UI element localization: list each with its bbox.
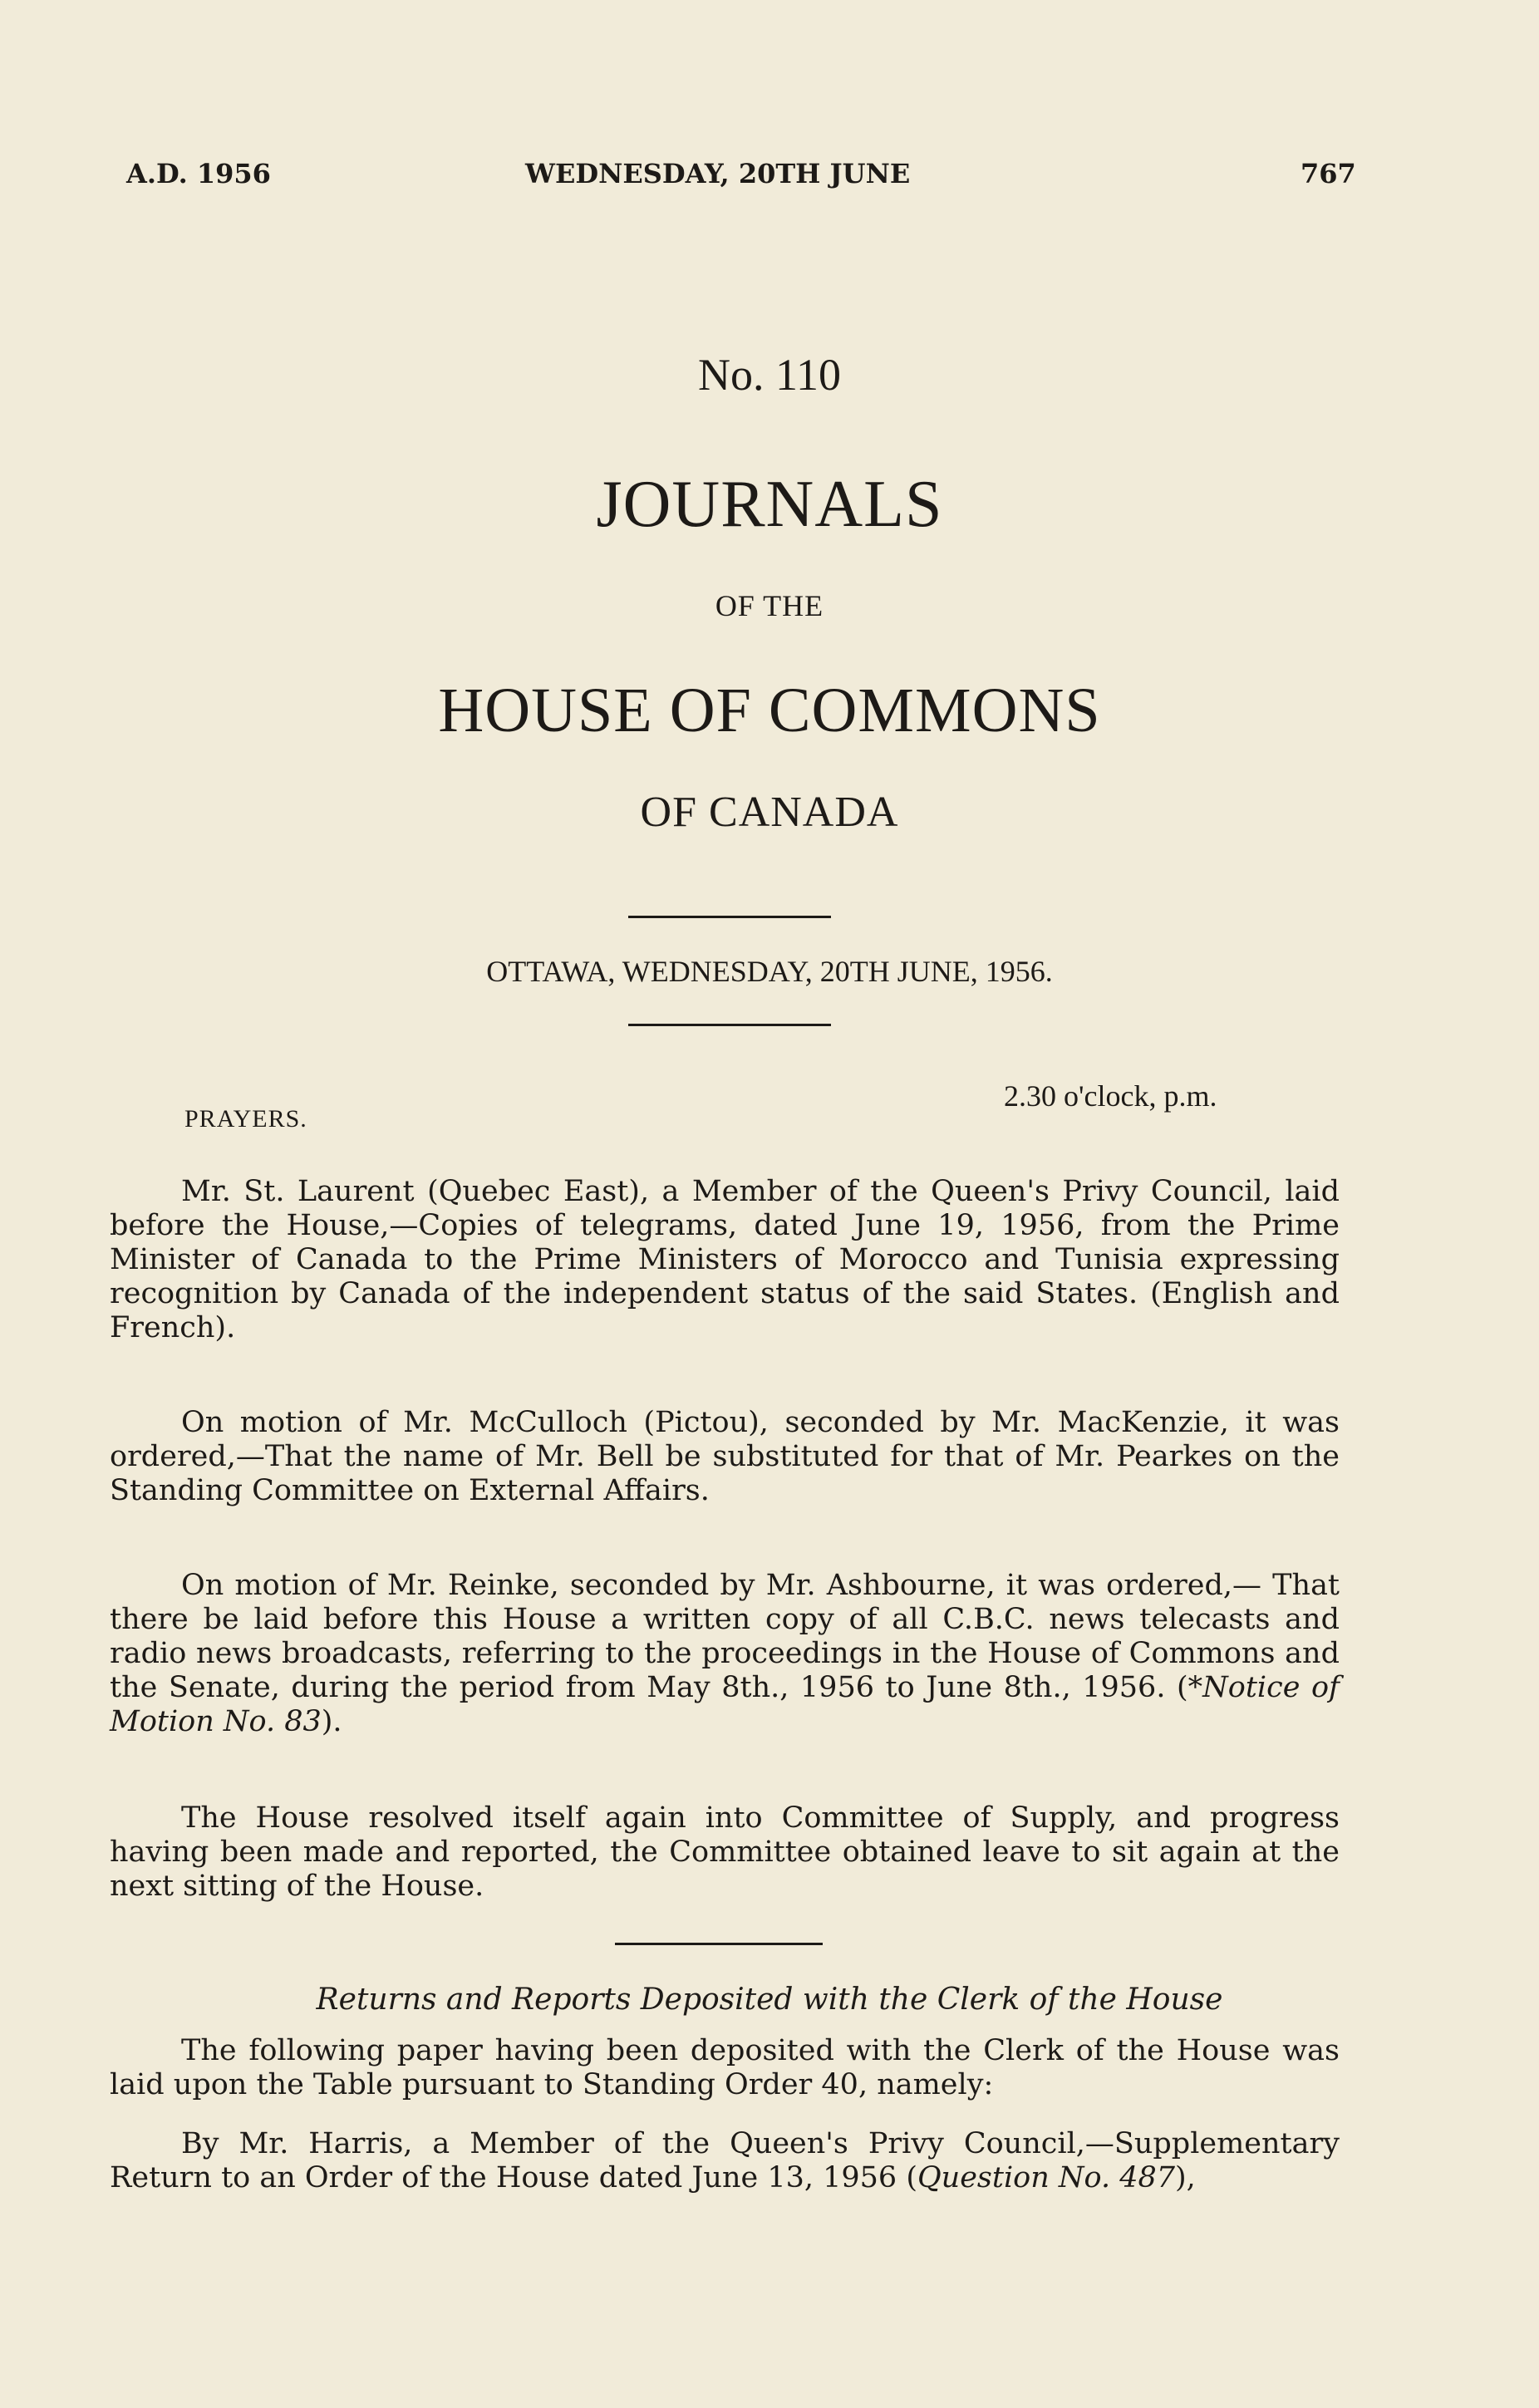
title-of-the: OF THE xyxy=(715,589,824,622)
title-of-canada: OF CANADA xyxy=(640,789,899,836)
issue-number: No. 110 xyxy=(698,350,841,400)
paragraph-deposited-paper: The following paper having been deposited with the Clerk of the House was laid upon the Table pursuant to Standing Order 40, namely: xyxy=(110,2034,1340,2101)
paragraph-supplementary-return xyxy=(110,2127,1340,2195)
sitting-time: 2.30 o'clock, p.m. xyxy=(1004,1079,1217,1113)
dateline: OTTAWA, WEDNESDAY, 20TH JUNE, 1956. xyxy=(486,955,1053,988)
supplementary-return-text: By Mr. Harris, a Member of the Queen's Privy Council,—Supplementary Return to an Order of the House dated June 13, 1956 ( xyxy=(110,2127,1340,2194)
paragraph-committee-of-supply: The House resolved itself again into Committee of Supply, and progress having been made and reported, the Committee obtained leave to sit again at the next sitting of the House. xyxy=(110,1801,1340,1903)
prayers-heading: PRAYERS. xyxy=(184,1105,307,1133)
running-head xyxy=(0,158,1539,191)
question-reference: Question No. 487 xyxy=(917,2161,1176,2194)
running-head-year: A.D. 1956 xyxy=(126,158,271,189)
title-house-of-commons: HOUSE OF COMMONS xyxy=(438,676,1101,745)
paragraph-committee-substitution: On motion of Mr. McCulloch (Pictou), seconded by Mr. MacKenzie, it was ordered,—That the name of Mr. Bell be substituted for that of Mr. Pearkes on the Standing Committee on External Affairs. xyxy=(110,1406,1340,1507)
supplementary-return-close: ), xyxy=(1175,2161,1196,2194)
divider-rule xyxy=(628,1024,831,1026)
notice-of-motion-reference: *Notice of Motion No. 83 xyxy=(110,1671,1340,1738)
journal-title: JOURNALS xyxy=(596,468,943,541)
divider-rule xyxy=(615,1943,823,1945)
divider-rule xyxy=(628,916,831,918)
section-heading: Returns and Reports Deposited with the Clerk of the House xyxy=(316,1983,1223,2017)
page-number: 767 xyxy=(1301,158,1356,189)
running-head-date: WEDNESDAY, 20TH JUNE xyxy=(525,158,911,189)
cbc-order-close: ). xyxy=(321,1705,342,1738)
cbc-order-text: On motion of Mr. Reinke, seconded by Mr. Ashbourne, it was ordered,— That there be laid before this House a written copy of all C.B.C. news telecasts and radio news broadcasts, referring to the proceedings in the House of Commons and the Senate, during the period from May 8th., 1956 to June 8th., 1956. ( xyxy=(110,1569,1340,1704)
paragraph-telegrams: Mr. St. Laurent (Quebec East), a Member of the Queen's Privy Council, laid before the House,—Copies of telegrams, dated June 19, 1956, from the Prime Minister of Canada to the Prime Ministers of Morocco and Tunisia expressing recognition by Canada of the independent status of the said States. (English and French). xyxy=(110,1175,1340,1344)
paragraph-cbc-order xyxy=(110,1569,1340,1739)
